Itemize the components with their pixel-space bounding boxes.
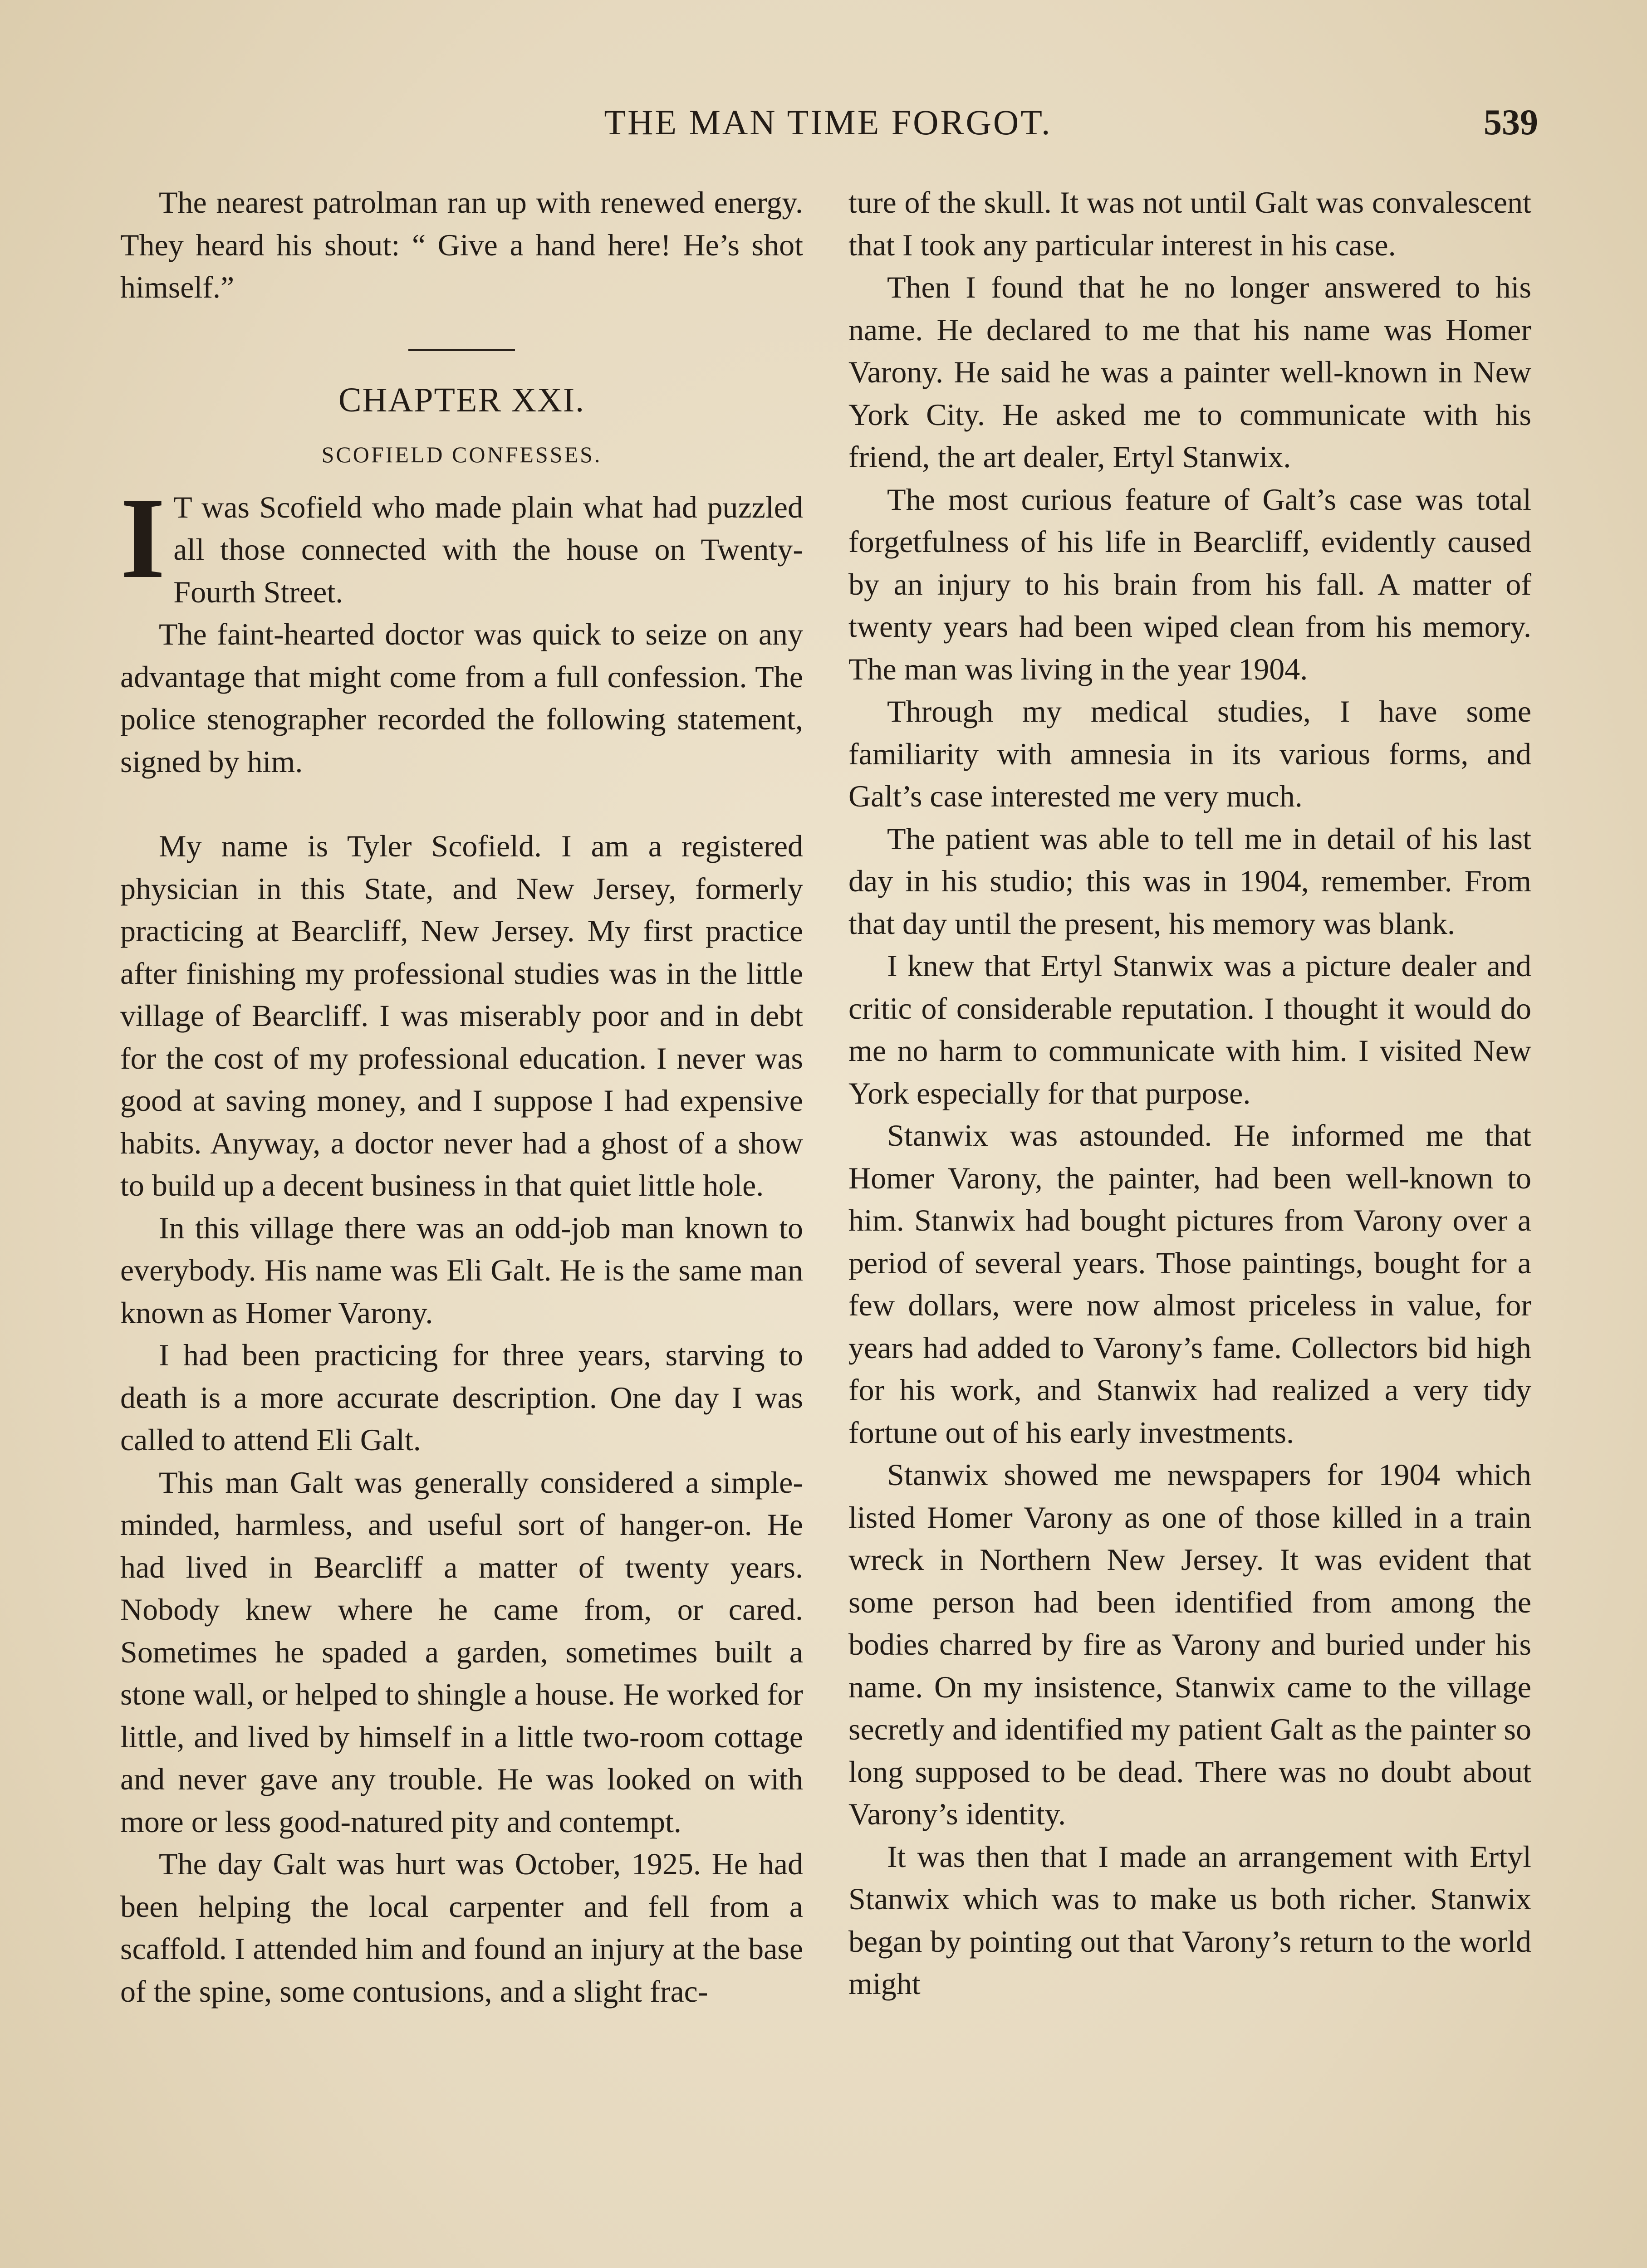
statement-gap	[120, 783, 803, 825]
paragraph: I had been practicing for three years, starving to death is a more accurate description. One day I was called to attend Eli Galt.	[120, 1338, 803, 1457]
paragraph: This man Galt was generally considered a simple-minded, harmless, and useful sort of hanger-on. He had lived in Bearcliff a matter of twenty years. Nobody knew where he came from, or cared. Sometimes he spaded a garden, sometimes built a stone wall, or helped to shingle a house. He worked for little, and lived by himself in a little two-room cottage and never gave any trouble. He was looked on with more or less good-natured pity and contempt.	[120, 1465, 803, 1839]
opening-paragraph	[120, 474, 803, 614]
paragraph: ture of the skull. It was not until Galt was convalescent that I took any particular interest in his case.	[848, 185, 1531, 262]
running-title: THE MAN TIME FORGOT.	[604, 103, 1052, 142]
page-number: 539	[1484, 103, 1538, 142]
drop-cap: I	[120, 474, 166, 602]
paragraph: Through my medical studies, I have some familiarity with amnesia in its various forms, and Galt’s case interested me very much.	[848, 694, 1531, 813]
section-divider	[408, 349, 515, 351]
paragraph: The most curious feature of Galt’s case was total forgetfulness of his life in Bearcliff, evidently caused by an injury to his brain from his fall. A matter of twenty years had been wiped clean from his memory. The man was living in the year 1904.	[848, 482, 1531, 686]
paragraph: The nearest patrolman ran up with renewed energy. They heard his shout: “ Give a hand here! He’s shot himself.”	[120, 185, 803, 304]
paragraph: I knew that Ertyl Stanwix was a picture dealer and critic of considerable reputation. I thought it would do me no harm to communicate with him. I visited New York especially for that purpose.	[848, 948, 1531, 1110]
paragraph: The faint-hearted doctor was quick to seize on any advantage that might come from a full confession. The police stenographer recorded the following statement, signed by him.	[120, 617, 803, 779]
paragraph: Stanwix was astounded. He informed me that Homer Varony, the painter, had been well-known to him. Stanwix had bought pictures from Varony over a period of several years. Those paintings, bought for a few dollars, were now almost priceless in value, for years had added to Varony’s fame. Collectors bid high for his work, and Stanwix had realized a very tidy fortune out of his early investments.	[848, 1118, 1531, 1450]
chapter-heading: CHAPTER XXI.	[338, 381, 585, 419]
paragraph: The patient was able to tell me in detail of his last day in his studio; this was in 1904, remember. From that day until the present, his memory was blank.	[848, 821, 1531, 941]
paragraph: Stanwix showed me newspapers for 1904 which listed Homer Varony as one of those killed in a train wreck in Northern New Jersey. It was evident that some person had been identified from among the bodies charred by fire as Varony and buried under his name. On my insistence, Stanwix came to the village secretly and identified my patient Galt as the painter so long supposed to be dead. There was no doubt about Varony’s identity.	[848, 1457, 1531, 1831]
chapter-subtitle: SCOFIELD CONFESSES.	[321, 441, 602, 467]
paragraph: Then I found that he no longer answered to his name. He declared to me that his name was Homer Varony. He said he was a painter well-known in New York City. He asked me to communicate with his friend, the art dealer, Ertyl Stanwix.	[848, 270, 1531, 474]
left-column	[120, 181, 803, 2013]
right-column	[848, 181, 1531, 2005]
opening-text: T was Scofield who made plain what had puzzled all those connected with the house on Twenty-Fourth Street.	[173, 489, 803, 609]
paragraph: In this village there was an odd-job man known to everybody. His name was Eli Galt. He is the same man known as Homer Varony.	[120, 1210, 803, 1330]
paragraph: The day Galt was hurt was October, 1925. He had been helping the local carpenter and fell from a scaffold. I attended him and found an injury at the base of the spine, some contusions, and a slight frac-	[120, 1847, 803, 2009]
running-header	[118, 102, 1538, 156]
paragraph: It was then that I made an arrangement with Ertyl Stanwix which was to make us both richer. Stanwix began by pointing out that Varony’s return to the world might	[848, 1839, 1531, 2001]
paragraph: My name is Tyler Scofield. I am a registered physician in this State, and New Jersey, formerly practicing at Bearcliff, New Jersey. My first practice after finishing my professional studies was in the little village of Bearcliff. I was miserably poor and in debt for the cost of my professional education. I never was good at saving money, and I suppose I had expensive habits. Anyway, a doctor never had a ghost of a show to build up a decent business in that quiet little hole.	[120, 829, 803, 1202]
